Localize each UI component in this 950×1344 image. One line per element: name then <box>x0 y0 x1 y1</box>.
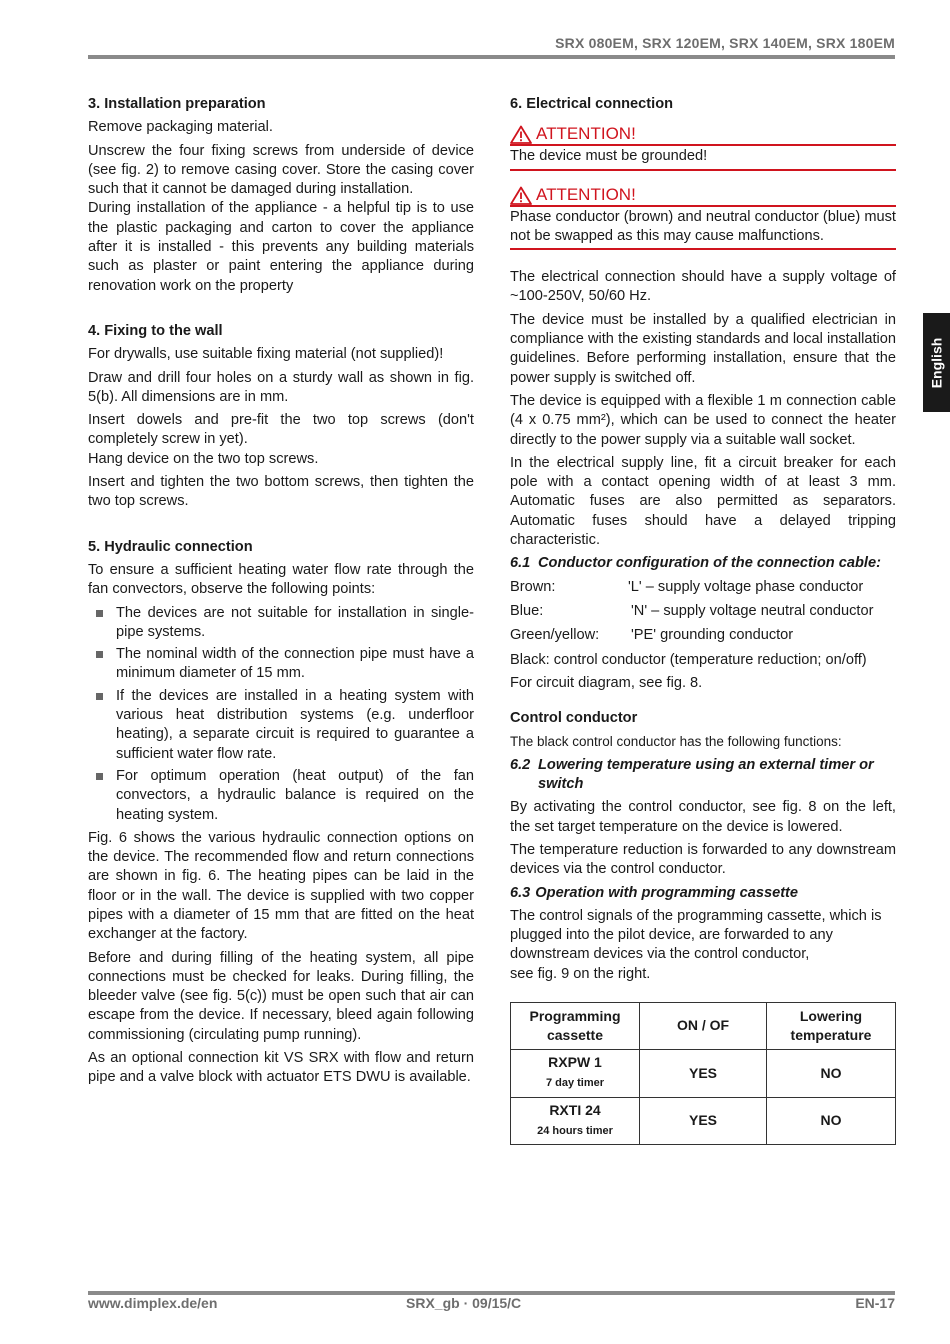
bullet-square-icon <box>96 651 103 658</box>
section-5-para-4: As an optional connection kit VS SRX with flow and return pipe and a valve block with actuator ETS DWU is available. <box>88 1050 474 1086</box>
attention-rule <box>510 169 896 171</box>
control-conductor-intro: The black control conductor has the following functions: <box>510 734 842 750</box>
section-6-para-2: The device must be installed by a qualified electrician in compliance with the existing standards and local installation guidelines. Before performing installation, ensure that the power supply is switched off. <box>510 311 896 386</box>
control-conductor-title: Control conductor <box>510 710 638 727</box>
table-cell: RXPW 1 7 day timer <box>511 1049 640 1097</box>
attention-rule <box>510 248 896 250</box>
header-rule <box>88 55 895 59</box>
list-item: The nominal width of the connection pipe must have a minimum diameter of 15 mm. <box>88 645 474 684</box>
bullet-square-icon <box>96 693 103 700</box>
document-header-title: SRX 080EM, SRX 120EM, SRX 140EM, SRX 180EM <box>555 35 895 51</box>
table-row <box>511 1049 896 1097</box>
attention-box-grounding <box>510 124 896 170</box>
table-header-row <box>511 1002 896 1049</box>
circuit-diagram-line: For circuit diagram, see fig. 8. <box>510 674 703 691</box>
section-4-para-1: For drywalls, use suitable fixing material (not supplied)! <box>88 346 444 363</box>
section-4-para-2: Draw and drill four holes on a sturdy wall as shown in fig. 5(b). All dimensions are in mm. <box>88 369 474 405</box>
section-3-para-2: Unscrew the four fixing screws from underside of device (see fig. 2) to remove casing cover. Store the casing cover such that it cannot be damaged during installation. <box>88 142 474 198</box>
attention-heading: ATTENTION! <box>536 124 636 144</box>
section-3-para-1: Remove packaging material. <box>88 119 273 136</box>
table-cell: NO <box>767 1049 896 1097</box>
section-4-para-5: Insert and tighten the two bottom screws, then tighten the two top screws. <box>88 474 474 510</box>
table-cell: YES <box>640 1097 767 1145</box>
section-5-para-2: Fig. 6 shows the various hydraulic connection options on the device. The recommended flow and return connections are shown in fig. 6. The heating pipes can be laid in the floor or in the wall. The device is supplied with two copper pipes with a diameter of 15 mm that are fitted on the heat exchanger at the factory. <box>88 829 474 943</box>
bullet-square-icon <box>96 773 103 780</box>
hydraulic-bullet-list <box>88 604 474 825</box>
section-6-para-3: The device is equipped with a flexible 1 m connection cable (4 x 0.75 mm²), which can be used to connect the heater directly to the power supply via a suitable wall socket. <box>510 392 896 448</box>
table-header: Programming cassette <box>511 1002 640 1049</box>
black-conductor-line: Black: control conductor (temperature reduction; on/off) <box>510 651 867 668</box>
table-row <box>511 1097 896 1145</box>
section-5-para-3: Before and during filling of the heating system, all pipe connections must be checked for leaks. During filling, the bleeder valve (see fig. 5(c)) must be open such that air can escape from the device. If necessary, bleed again following commissioning (circulating pump running). <box>88 949 474 1043</box>
section-4-para-3: Insert dowels and pre-fit the two top screws (don't completely screw in yet). <box>88 412 474 448</box>
table-header: ON / OF <box>640 1002 767 1049</box>
language-tab-label: English <box>928 337 945 388</box>
section-5-para-1: To ensure a sufficient heating water flow rate through the fan convectors, observe the following points: <box>88 561 474 598</box>
programming-cassette-table <box>510 1002 896 1145</box>
subsection-6-2-title: 6.2 Lowering temperature using an external timer or switch <box>510 756 874 793</box>
list-item: The devices are not suitable for installation in single-pipe systems. <box>88 604 474 643</box>
table-header: Lowering temperature <box>767 1002 896 1049</box>
section-6-para-1: The electrical connection should have a supply voltage of ~100-250V, 50/60 Hz. <box>510 269 896 305</box>
language-tab <box>923 313 950 412</box>
section-6-para-4: In the electrical supply line, fit a circuit breaker for each pole with a contact opening width of at least 3 mm. Automatic fuses are also permitted as separators. Automatic fuses should have a delayed tripping characteristic. <box>510 454 896 549</box>
footer-doc-code: SRX_gb · 09/15/C <box>406 1295 522 1311</box>
section-6-3-para-1: The control signals of the programming cassette, which is plugged into the pilot device, are forwarded to any downstream devices via the control conductor, <box>510 907 882 963</box>
table-cell: RXTI 24 24 hours timer <box>511 1097 640 1145</box>
table-cell: YES <box>640 1049 767 1097</box>
list-item: If the devices are installed in a heating system with various heat distribution systems (e.g. underfloor heating), a separate circuit is required to guarantee a sufficient water flow rate. <box>88 687 474 764</box>
subsection-6-3-title: 6.3 Operation with programming cassette <box>510 884 799 901</box>
attention-heading: ATTENTION! <box>536 184 636 204</box>
right-column <box>510 95 896 1145</box>
table-cell: NO <box>767 1097 896 1145</box>
bullet-square-icon <box>96 610 103 617</box>
section-3-para-3: During installation of the appliance - a helpful tip is to use the plastic packaging and carton to cover the appliance after it is installed - this prevents any building materials such as plaster or paint entering the appliance during renovation work on the property <box>88 200 474 294</box>
section-6-title: 6. Electrical connection <box>510 96 674 112</box>
conductor-row: Green/yellow: 'PE' grounding conductor <box>510 627 794 644</box>
footer-website: www.dimplex.de/en <box>88 1295 218 1311</box>
attention-text: Phase conductor (brown) and neutral conductor (blue) must not be swapped as this may cause malfunctions. <box>510 208 896 244</box>
list-item: For optimum operation (heat output) of the fan convectors, a hydraulic balance is required on the heating system. <box>88 767 474 825</box>
section-6-3-para-2: see fig. 9 on the right. <box>510 965 651 982</box>
section-3-title: 3. Installation preparation <box>88 96 266 112</box>
section-4-title: 4. Fixing to the wall <box>88 322 223 339</box>
footer-page-number: EN-17 <box>855 1295 895 1311</box>
conductor-row: Blue: 'N' – supply voltage neutral conductor <box>510 602 874 619</box>
subsection-6-1-title: 6.1 Conductor configuration of the connection cable: <box>510 555 881 572</box>
section-6-2-para-2: The temperature reduction is forwarded to any downstream devices via the control conductor. <box>510 841 896 878</box>
attention-box-conductors <box>510 185 896 251</box>
section-5-title: 5. Hydraulic connection <box>88 538 253 555</box>
section-4-para-4: Hang device on the two top screws. <box>88 450 319 467</box>
left-column <box>88 95 474 1092</box>
warning-triangle-icon <box>510 186 532 205</box>
attention-text: The device must be grounded! <box>510 148 708 165</box>
conductor-row: Brown: 'L' – supply voltage phase conductor <box>510 578 864 595</box>
warning-triangle-icon <box>510 125 532 144</box>
section-6-2-para-1: By activating the control conductor, see fig. 8 on the left, the set target temperature on the device is lowered. <box>510 799 896 835</box>
